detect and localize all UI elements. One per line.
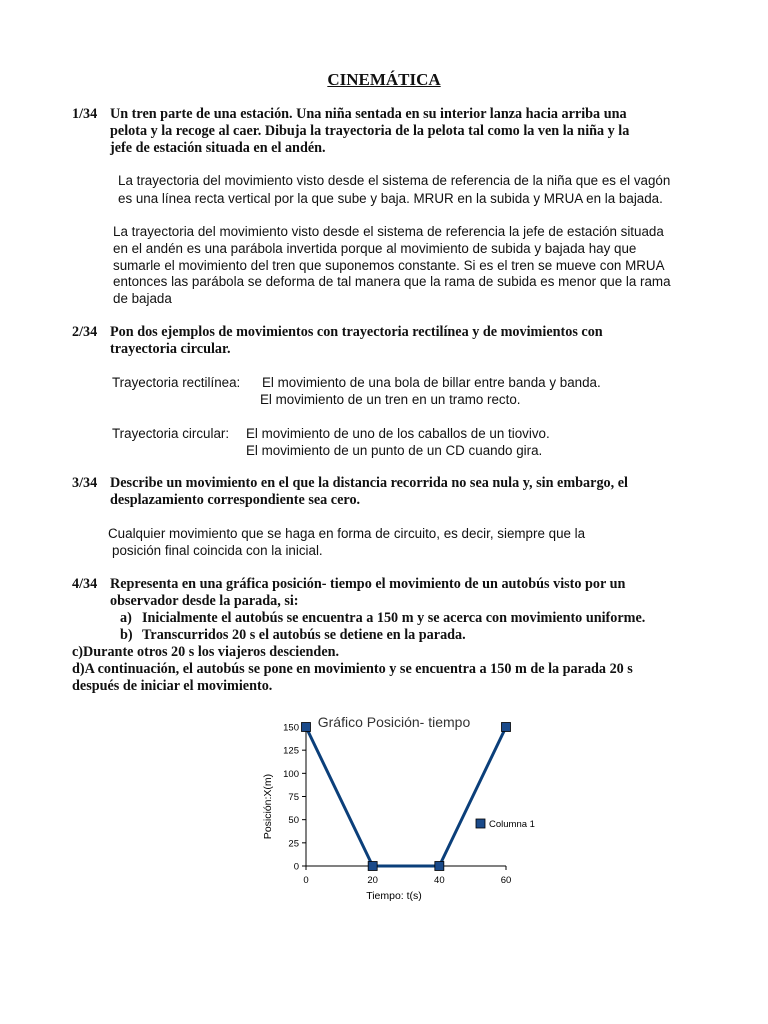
q3-answer-line: Cualquier movimiento que se haga en forma de circuito, es decir, siempre que la	[108, 526, 586, 541]
q3-text-line: Describe un movimiento en el que la distancia recorrida no sea nula y, sin embargo, el	[110, 475, 628, 491]
q1-answer2-line: sumarle el movimiento del tren que suponemos constante. Si es el tren se mueve con MRUA	[113, 258, 665, 273]
q2-rect-example: El movimiento de un tren en un tramo recto.	[260, 392, 521, 407]
q3-answer-line: posición final coincida con la inicial.	[112, 543, 323, 558]
x-tick-label: 60	[500, 875, 512, 886]
q1-answer2-line: en el andén es una parábola invertida porque al movimiento de subida y bajada hay que	[113, 241, 637, 256]
q2-rect-label: Trayectoria rectilínea:	[112, 375, 241, 390]
q1-answer2-line: entonces las parábola se deforma de tal manera que la rama de subida es menor que la rama	[113, 274, 671, 289]
q4-item-d-line: d)A continuación, el autobús se pone en movimiento y se encuentra a 150 m de la parada 20 s	[72, 661, 633, 677]
q3-text-line: desplazamiento correspondiente sea cero.	[110, 492, 361, 508]
y-tick-label: 125	[283, 745, 299, 757]
q2-rect-example: El movimiento de una bola de billar entre banda y banda.	[262, 375, 601, 390]
y-tick-label: 75	[288, 792, 299, 803]
q4-item-d-line: después de iniciar el movimiento.	[72, 678, 273, 694]
legend-swatch	[476, 819, 485, 828]
q4-item-a: Inicialmente el autobús se encuentra a 150 m y se acerca con movimiento uniforme.	[142, 610, 646, 626]
q1-answer2-line: de bajada	[113, 291, 172, 306]
q1-answer1-line: La trayectoria del movimiento visto desde el sistema de referencia de la niña que es el vagón	[118, 173, 671, 188]
q2-circ-example: El movimiento de un punto de un CD cuando gira.	[246, 443, 543, 458]
q2-text-line: Pon dos ejemplos de movimientos con trayectoria rectilínea y de movimientos con	[110, 324, 603, 340]
q4-text-line: Representa en una gráfica posición- tiempo el movimiento de un autobús visto por un	[110, 576, 626, 592]
x-tick-label: 20	[367, 875, 378, 886]
q1-answer1-line: es una línea recta vertical por la que sube y baja. MRUR en la subida y MRUA en la bajada.	[118, 191, 663, 206]
series-line	[306, 727, 506, 866]
q1-text-line: Un tren parte de una estación. Una niña sentada en su interior lanza hacia arriba una	[110, 106, 627, 122]
chart-y-axis-label: Posición:X(m)	[262, 773, 274, 840]
q4-item-a-marker: a)	[120, 610, 132, 626]
q4-item-c: c)Durante otros 20 s los viajeros descienden.	[72, 644, 340, 660]
q4-text-line: observador desde la parada, si:	[110, 593, 299, 609]
legend-label: Columna 1	[489, 819, 535, 830]
y-tick-label: 100	[283, 768, 299, 780]
q2-text-line: trayectoria circular.	[110, 341, 231, 357]
y-tick-label: 25	[288, 838, 299, 850]
x-tick-label: 40	[434, 875, 445, 886]
q4-number: 4/34	[72, 576, 98, 592]
q4-item-b-marker: b)	[120, 627, 133, 643]
q1-number: 1/34	[72, 106, 98, 122]
q2-circ-example: El movimiento de uno de los caballos de un tiovivo.	[246, 426, 550, 441]
data-point	[368, 862, 377, 871]
y-tick-label: 50	[288, 815, 299, 827]
q2-circ-label: Trayectoria circular:	[112, 426, 230, 441]
q3-number: 3/34	[72, 475, 98, 491]
y-tick-label: 150	[283, 722, 299, 734]
y-tick-label: 0	[293, 861, 299, 873]
chart-title: Gráfico Posición- tiempo	[317, 714, 471, 730]
data-point	[435, 862, 444, 871]
data-point	[302, 723, 311, 732]
q1-text-line: pelota y la recoge al caer. Dibuja la trayectoria de la pelota tal como la ven la niña y la	[110, 123, 630, 139]
x-tick-label: 0	[303, 875, 309, 886]
page-title: CINEMÁTICA	[327, 70, 441, 89]
data-point	[502, 723, 511, 732]
q1-answer2-line: La trayectoria del movimiento visto desde el sistema de referencia la jefe de estación situada	[113, 224, 664, 239]
chart-x-axis-label: Tiempo: t(s)	[366, 890, 422, 902]
q1-text-line: jefe de estación situada en el andén.	[110, 140, 326, 156]
q4-item-b: Transcurridos 20 s el autobús se detiene en la parada.	[142, 627, 466, 643]
q2-number: 2/34	[72, 324, 98, 340]
